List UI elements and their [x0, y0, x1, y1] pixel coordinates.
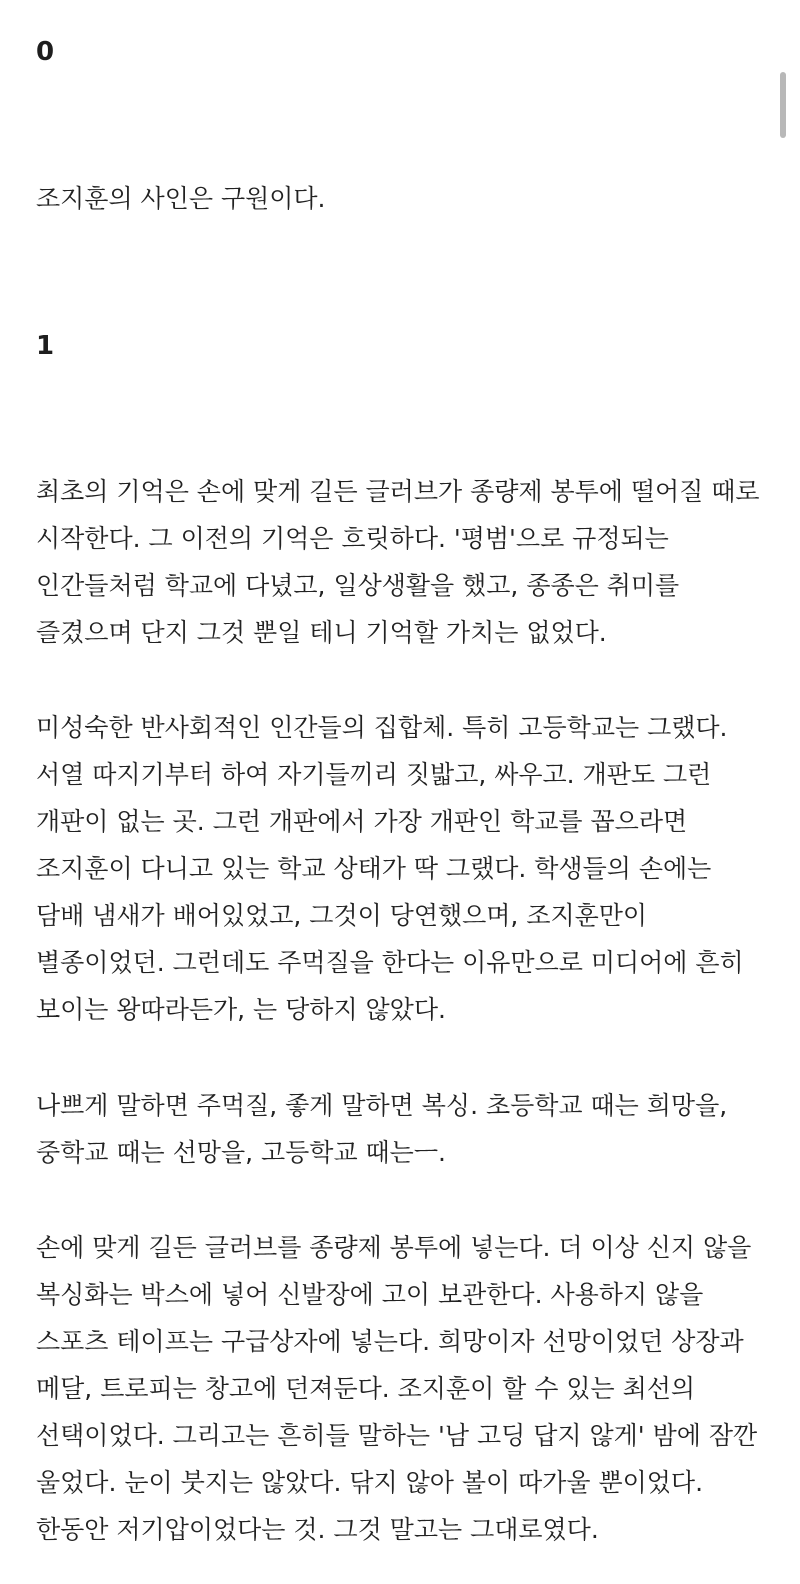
paragraph-1-3: 나쁘게 말하면 주먹질, 좋게 말하면 복싱. 초등학교 때는 희망을, 중학교 때는 선망을, 고등학교 때는ㅡ. — [36, 1091, 728, 1167]
paragraph-0-1: 조지훈의 사인은 구원이다. — [36, 184, 326, 213]
paragraph-1-2: 미성숙한 반사회적인 인간들의 집합체. 특히 고등학교는 그랬다. 서열 따지기부터 하여 자기들끼리 짓밟고, 싸우고. 개판도 그런 개판이 없는 곳. 그런 개판에서 가장 개판인 학교를 꼽으라면 조지훈이 다니고 있는 학교 상태가 딱 그랬다. 학생들의 손에는 담배 냄새가 배어있었고, 그것이 당연했으며, 조지훈만이 별종이었던. 그런데도 주먹질을 한다는 이유만으로 미디어에 흔히 보이는 왕따라든가, 는 당하지 않았다. — [36, 713, 744, 1024]
scrollbar-thumb[interactable] — [780, 72, 786, 138]
section-number-0: 0 — [36, 37, 55, 67]
paragraph-1-4: 손에 맞게 길든 글러브를 종량제 봉투에 넣는다. 더 이상 신지 않을 복싱화는 박스에 넣어 신발장에 고이 보관한다. 사용하지 않을 스포츠 테이프는 구급상자에 넣는다. 희망이자 선망이었던 상장과 메달, 트로피는 창고에 던져둔다. 조지훈이 할 수 있는 최선의 선택이었다. 그리고는 흔히들 말하는 '남 고딩 답지 않게' 밤에 잠깐 울었다. 눈이 붓지는 않았다. 닦지 않아 볼이 따가울 뿐이었다. 한동안 저기압이었다는 것. 그것 말고는 그대로였다. — [36, 1233, 758, 1544]
section-number-1: 1 — [36, 331, 55, 361]
paragraph-1-1: 최초의 기억은 손에 맞게 길든 글러브가 종량제 봉투에 떨어질 때로 시작한다. 그 이전의 기억은 흐릿하다. '평범'으로 규정되는 인간들처럼 학교에 다녔고, 일상생활을 했고, 종종은 취미를 즐겼으며 단지 그것 뿐일 테니 기억할 가치는 없었다. — [36, 477, 760, 647]
